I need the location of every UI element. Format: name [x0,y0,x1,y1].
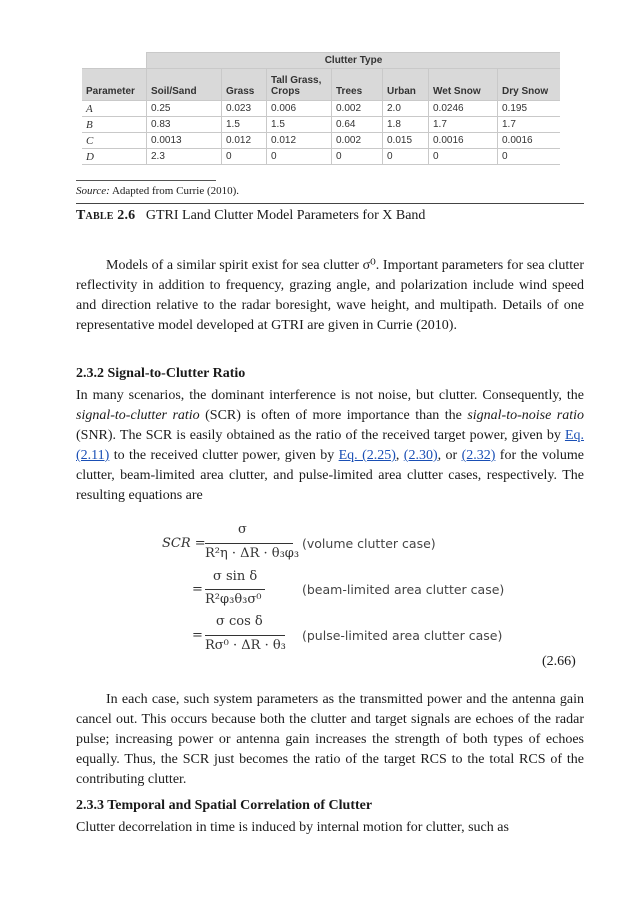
scr-text: , or [437,448,462,463]
table-caption-label: Table 2.6 [76,208,136,223]
scr-text: (SNR). The SCR is easily obtained as the ratio of the received target power, given by [76,428,565,443]
eq-2-denominator: R²φ₃θ₃σ⁰ [205,592,262,607]
scr-text: In many scenarios, the dominant interference is not noise, but clutter. Consequently, the [76,388,584,403]
table-cell: 0.0016 [498,133,561,149]
scr-text: (SCR) is often of more importance than the [199,408,468,423]
eq-3-fraction-line [205,635,285,636]
snr-term: signal-to-noise ratio [467,408,585,423]
source-text: Adapted from Currie (2010). [111,185,240,197]
decorrelation-paragraph: Clutter decorrelation in time is induced by internal motion for clutter, such as [76,820,509,835]
table-cell: 1.5 [222,117,267,133]
table-cell: 1.7 [429,117,498,133]
table-group-header-row [82,53,560,69]
section-heading-correlation: 2.3.3 Temporal and Spatial Correlation of Clutter [76,798,373,813]
column-header: Soil/Sand [147,69,222,101]
parameter-column-header: Parameter [82,69,147,101]
table-cell: 0.0016 [429,133,498,149]
section-heading-scr: 2.3.2 Signal-to-Clutter Ratio [76,366,246,381]
eq-lhs [162,536,206,551]
eq-1-note: (volume clutter case) [302,536,436,551]
eq-1-denominator: R²η · ΔR · θ₃φ₃ [205,546,300,561]
table-cell: 0.0246 [429,101,498,117]
parameters-cancel-paragraph: In each case, such system parameters as the transmitted power and the antenna gain cancel out. This occurs because both the clutter and target signals are echoes of the radar pulse; increasing power or antenna gain increases the strength of both types of echoes equally. Thus, the SCR just becomes the ratio of the target RCS to the total RCS of the contributing clutter. [76,692,584,787]
table-row [82,117,560,133]
table-cell: 0 [498,149,561,165]
column-header: Trees [332,69,383,101]
table-cell: 0.023 [222,101,267,117]
table-cell: 0.64 [332,117,383,133]
eq-2-sign: = [192,582,203,597]
table-cell: 0.015 [383,133,429,149]
eq-1-fraction-line [205,543,293,544]
column-header: Grass [222,69,267,101]
sea-clutter-paragraph: Models of a similar spirit exist for sea clutter σ⁰. Important parameters for sea clutter reflectivity in addition to frequency, grazing angle, and polarization include wind speed and direction relative to the radar boresight, wave height, and multipath. Details of one representative model developed at GTRI are given in Currie (2010). [76,258,584,333]
column-header: Dry Snow [498,69,561,101]
scr-paragraph [76,386,584,506]
table-cell: 1.8 [383,117,429,133]
eq-3-note: (pulse-limited area clutter case) [302,628,503,643]
table-row [82,101,560,117]
scr-term: signal-to-clutter ratio [76,408,200,423]
clutter-parameters-table [82,52,560,165]
table-corner-cell [82,53,147,69]
table-row [82,149,560,165]
table-cell: 0 [267,149,332,165]
table-cell: 0.012 [267,133,332,149]
table-row [82,133,560,149]
column-header: Tall Grass, Crops [267,69,332,101]
equation-number: (2.66) [542,654,576,669]
table-cell: 0.0013 [147,133,222,149]
table-cell: 0.83 [147,117,222,133]
eq-2-fraction-line [205,589,265,590]
eq-2-note: (beam-limited area clutter case) [302,582,505,597]
source-label: Source: [76,185,110,197]
column-header: Urban [383,69,429,101]
table-cell: 1.5 [267,117,332,133]
table-caption [76,208,425,224]
parameter-cell: A [82,101,147,117]
eq-3-numerator: σ cos δ [216,614,263,629]
scr-text: to the received clutter power, given by [109,448,339,463]
eq-3-denominator: Rσ⁰ · ΔR · θ₃ [205,638,286,653]
table-caption-text: GTRI Land Clutter Model Parameters for X Band [145,208,426,223]
column-header: Wet Snow [429,69,498,101]
table-cell: 0.012 [222,133,267,149]
parameter-cell: C [82,133,147,149]
table-cell: 1.7 [498,117,561,133]
table-cell: 0 [383,149,429,165]
eq-sign: = [194,536,206,551]
scr-text: , [395,448,404,463]
eq-1-numerator: σ [238,522,247,537]
eq-lhs-symbol: SCR [162,536,191,551]
table-column-header-row [82,69,560,101]
table-cell: 0 [222,149,267,165]
table-cell: 0.002 [332,101,383,117]
table-cell: 0 [332,149,383,165]
eq-2-numerator: σ sin δ [213,569,258,584]
table-cell: 2.0 [383,101,429,117]
source-divider [76,180,216,181]
parameter-cell: D [82,149,147,165]
eq-2-11-link[interactable]: Eq. (2.11) [76,428,584,463]
eq-2-25-link[interactable]: Eq. (2.25) [338,448,396,463]
eq-2-32-link[interactable]: (2.32) [461,448,496,463]
table-cell: 0.002 [332,133,383,149]
eq-3-sign: = [192,628,203,643]
table-cell: 0.195 [498,101,561,117]
table-source-note [76,185,239,197]
table-cell: 0 [429,149,498,165]
clutter-type-group-header: Clutter Type [147,53,561,69]
table-cell: 0.006 [267,101,332,117]
parameter-cell: B [82,117,147,133]
table-cell: 2.3 [147,149,222,165]
table-cell: 0.25 [147,101,222,117]
scr-text: for the volume clutter, beam-limited area clutter, and pulse-limited area clutter cases, respectively. The resulting equations are [76,448,584,503]
eq-2-30-link[interactable]: (2.30) [403,448,438,463]
caption-divider [76,203,584,204]
